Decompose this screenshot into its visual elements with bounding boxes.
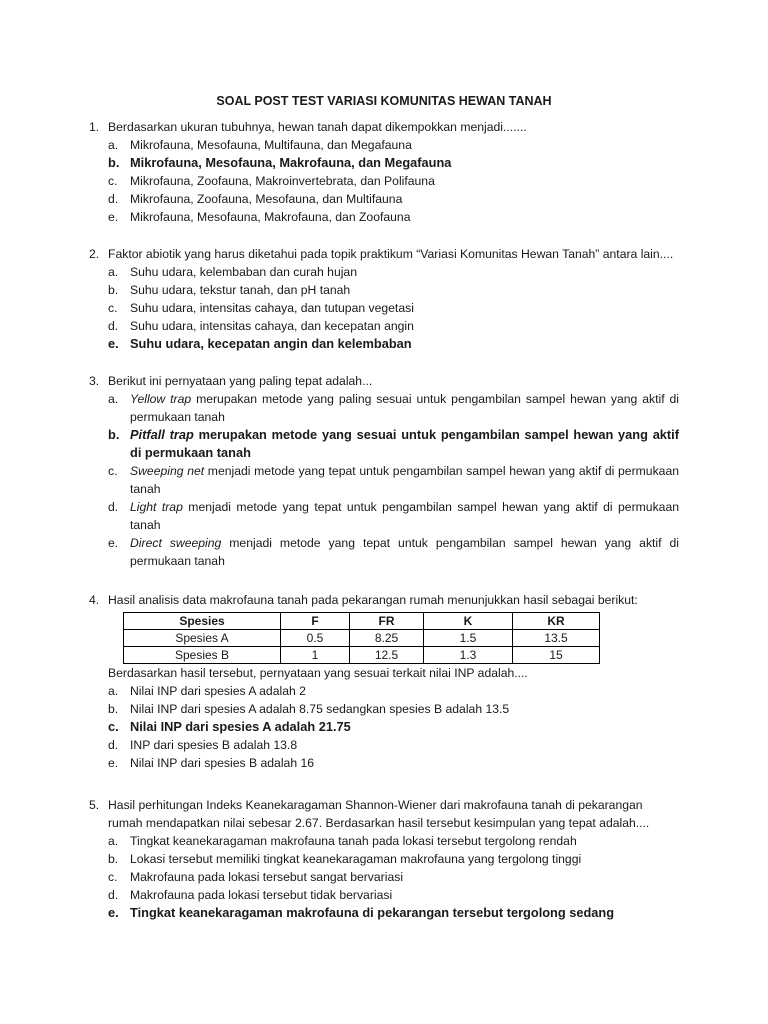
table-cell: 0.5: [281, 630, 350, 647]
option-d: d. Suhu udara, intensitas cahaya, dan kecepatan angin: [108, 319, 414, 333]
table-cell: 15: [513, 647, 600, 664]
option-d: d. INP dari spesies B adalah 13.8: [108, 738, 298, 752]
option-a: a. Yellow trap merupakan metode yang paling sesuai untuk pengambilan sampel hewan yang aktif di permukaan tanah: [108, 392, 679, 424]
question-text: Berdasarkan ukuran tubuhnya, hewan tanah dapat dikempokkan menjadi.......: [108, 120, 527, 134]
option-c: c. Suhu udara, intensitas cahaya, dan tutupan vegetasi: [108, 301, 414, 315]
table-cell: 1: [281, 647, 350, 664]
option-d: d. Mikrofauna, Zoofauna, Mesofauna, dan Multifauna: [108, 192, 403, 206]
table-row: [124, 647, 600, 664]
question-5: [89, 796, 679, 922]
question-number: 4.: [89, 593, 100, 607]
question-number: 3.: [89, 374, 100, 388]
table-cell: 1.3: [424, 647, 513, 664]
option-b-correct: b. Pitfall trap merupakan metode yang sesuai untuk pengambilan sampel hewan yang aktif di permukaan tanah: [108, 427, 680, 460]
option-a: a. Mikrofauna, Mesofauna, Multifauna, dan Megafauna: [108, 138, 412, 152]
question-text: Faktor abiotik yang harus diketahui pada topik praktikum “Variasi Komunitas Hewan Tanah” antara lain....: [108, 247, 674, 261]
table-cell: 13.5: [513, 630, 600, 647]
question-4: [89, 591, 679, 772]
question-number: 5.: [89, 798, 100, 812]
table-cell: Spesies A: [124, 630, 281, 647]
option-b: b. Suhu udara, tekstur tanah, dan pH tanah: [108, 283, 351, 297]
option-b: b. Nilai INP dari spesies A adalah 8.75 sedangkan spesies B adalah 13.5: [108, 702, 510, 716]
table-cell: Spesies B: [124, 647, 281, 664]
option-c: c. Mikrofauna, Zoofauna, Makroinvertebrata, dan Polifauna: [108, 174, 435, 188]
question-1: [89, 118, 679, 226]
question-number: 1.: [89, 120, 100, 134]
question-text: Berikut ini pernyataan yang paling tepat adalah...: [108, 374, 373, 388]
option-c-correct: c. Nilai INP dari spesies A adalah 21.75: [108, 719, 351, 734]
table-header: Spesies: [124, 613, 281, 630]
question-text: Hasil analisis data makrofauna tanah pada pekarangan rumah menunjukkan hasil sebagai berikut:: [108, 593, 638, 607]
option-e-correct: e. Tingkat keanekaragaman makrofauna di pekarangan tersebut tergolong sedang: [108, 905, 615, 920]
option-d: d. Light trap menjadi metode yang tepat untuk pengambilan sampel hewan yang aktif di permukaan tanah: [108, 500, 679, 532]
table-row: [124, 630, 600, 647]
table-header: FR: [350, 613, 424, 630]
option-c: c. Makrofauna pada lokasi tersebut sangat bervariasi: [108, 870, 404, 884]
table-cell: 12.5: [350, 647, 424, 664]
table-header: KR: [513, 613, 600, 630]
table-header: K: [424, 613, 513, 630]
option-e-correct: e. Suhu udara, kecepatan angin dan kelembaban: [108, 336, 412, 351]
option-e: e. Mikrofauna, Mesofauna, Makrofauna, dan Zoofauna: [108, 210, 411, 224]
data-table: [123, 612, 600, 664]
option-b: b. Lokasi tersebut memiliki tingkat keanekaragaman makrofauna yang tergolong tinggi: [108, 852, 582, 866]
question-text: Hasil perhitungan Indeks Keanekaragaman Shannon-Wiener dari makrofauna tanah di pekarangan rumah mendapatkan nilai sebesar 2.67. Berdasarkan hasil tersebut kesimpulan yang tepat adalah....: [108, 798, 650, 830]
page-title: SOAL POST TEST VARIASI KOMUNITAS HEWAN TANAH: [216, 94, 552, 108]
option-e: e. Direct sweeping menjadi metode yang tepat untuk pengambilan sampel hewan yang aktif di permukaan tanah: [108, 536, 679, 568]
option-d: d. Makrofauna pada lokasi tersebut tidak bervariasi: [108, 888, 393, 902]
table-cell: 8.25: [350, 630, 424, 647]
question-followup: Berdasarkan hasil tersebut, pernyataan yang sesuai terkait nilai INP adalah....: [108, 666, 528, 680]
option-a: a. Nilai INP dari spesies A adalah 2: [108, 684, 306, 698]
question-number: 2.: [89, 247, 100, 261]
question-3: [89, 372, 679, 570]
table-header-row: [124, 613, 600, 630]
table-header: F: [281, 613, 350, 630]
option-b-correct: b. Mikrofauna, Mesofauna, Makrofauna, dan Megafauna: [108, 155, 452, 170]
question-2: [89, 245, 679, 353]
option-a: a. Suhu udara, kelembaban dan curah hujan: [108, 265, 357, 279]
option-c: c. Sweeping net menjadi metode yang tepat untuk pengambilan sampel hewan yang aktif di permukaan tanah: [108, 464, 680, 496]
option-a: a. Tingkat keanekaragaman makrofauna tanah pada lokasi tersebut tergolong rendah: [108, 834, 577, 848]
table-cell: 1.5: [424, 630, 513, 647]
option-e: e. Nilai INP dari spesies B adalah 16: [108, 756, 315, 770]
